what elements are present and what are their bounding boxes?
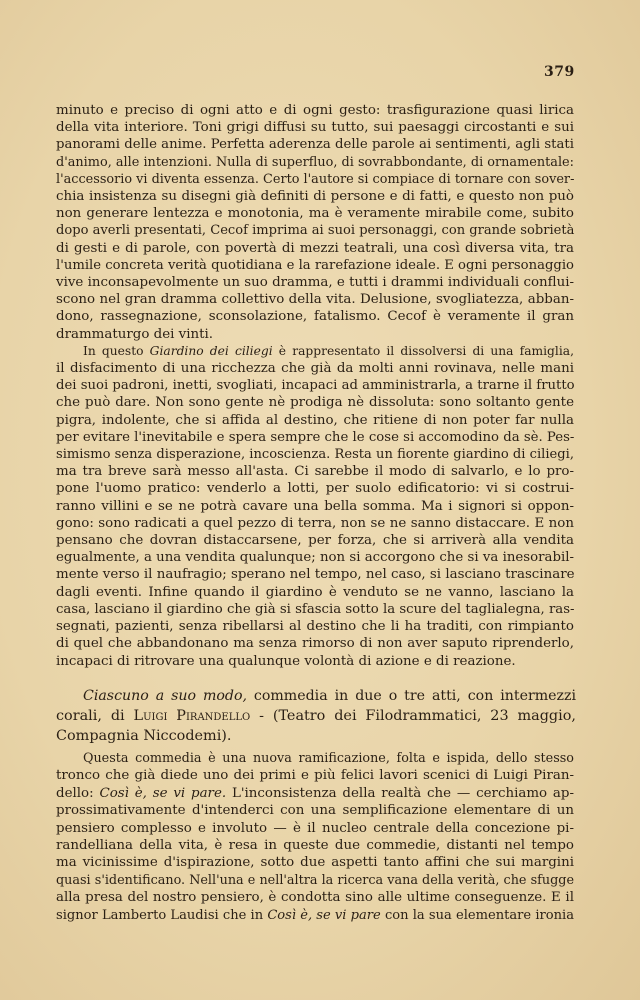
text-line: panorami delle anime. Perfetta aderenza delle parole ai sentimenti, agli stati xyxy=(56,137,574,153)
text-line: mente verso il naufragio; sperano nel tempo, nel caso, si lasciano trascinare xyxy=(56,567,575,583)
heading-line: Compagnia Niccodemi). xyxy=(56,728,232,744)
play-title: Giardino dei ciliegi xyxy=(149,343,273,358)
text-line: randelliana della vita, è resa in queste due commedie, distanti nel tempo xyxy=(56,838,574,854)
text-line: dei suoi padroni, inetti, svogliati, incapaci ad amministrarla, a trarne il frutto xyxy=(56,378,575,394)
text-line: della vita interiore. Toni grigi diffusi su tutto, sui paesaggi circostanti e sui xyxy=(56,120,574,136)
text-line: pone l'uomo pratico: venderlo a lotti, per suolo edificatorio: vi si costrui- xyxy=(56,481,574,497)
text-run: corali, di xyxy=(56,708,134,724)
text-line: dono, rassegnazione, sconsolazione, fatalismo. Cecof è veramente il gran xyxy=(56,309,574,325)
text-line: chia insistenza su disegni già definiti di persone e di fatti, e questo non può xyxy=(56,189,574,205)
heading-line xyxy=(56,706,576,726)
text-line: ranno villini e se ne potrà cavare una bella somma. Ma i signori si oppon- xyxy=(56,498,574,514)
play-title: Ciascuno a suo modo, xyxy=(83,688,247,704)
text-line xyxy=(56,785,574,802)
text-line: che può dare. Non sono gente nè prodiga nè dissoluta: sono soltanto gente xyxy=(56,395,574,411)
text-line: per evitare l'inevitabile e spera sempre che le cose si accomodino da sè. Pes- xyxy=(56,429,575,445)
play-title: Così è, se vi pare xyxy=(267,907,381,923)
text-line: alla presa del nostro pensiero, è condotta sino alle ultime conseguenze. E il xyxy=(56,890,574,906)
author-name: Luigi Pirandello xyxy=(133,708,251,724)
text-line: pigra, indolente, che si affida al destino, che ritiene di non poter far nulla xyxy=(56,412,574,428)
text-line: pensano che dovran distaccarsene, per forza, che si arriverà alla vendita xyxy=(56,533,574,549)
text-line: drammaturgo dei vinti. xyxy=(56,326,214,342)
page-number: 379 xyxy=(544,64,575,80)
text-line: ma vicinissime d'ispirazione, sotto due aspetti tanto affini che sui margini xyxy=(56,855,574,871)
text-line: ma tra breve sarà messo all'asta. Ci sarebbe il modo di salvarlo, e lo pro- xyxy=(56,464,574,480)
text-line: incapaci di ritrovare una qualunque volontà di azione e di reazione. xyxy=(56,653,516,669)
text-line: quasi s'identificano. Nell'una e nell'altra la ricerca vana della verità, che sfugge xyxy=(56,872,574,888)
text-line: segnati, pazienti, senza ribellarsi al destino che li ha traditi, con rimpianto xyxy=(56,619,574,635)
text-line xyxy=(56,343,574,360)
text-line: dagli eventi. Infine quando il giardino è venduto se ne vanno, lasciano la xyxy=(56,584,574,600)
review-cecof xyxy=(56,102,574,670)
text-run: con la sua elementare ironia xyxy=(380,907,574,923)
text-line: non generare lentezza e monotonia, ma è veramente mirabile come, subito xyxy=(56,206,574,222)
text-run: signor Lamberto Laudisi che in xyxy=(56,907,268,923)
paragraph-cecof-style xyxy=(56,102,574,343)
text-run: L'inconsistenza della realtà che — cerchiamo ap- xyxy=(226,785,574,801)
text-line: casa, lasciano il giardino che già si sfascia sotto la scure del taglialegna, ras- xyxy=(56,601,575,617)
text-line: l'accessorio vi diventa essenza. Certo l'autore si compiace di tornare con sover- xyxy=(56,171,575,187)
text-run: commedia in due o tre atti, con intermezzi xyxy=(246,688,576,704)
text-line: d'animo, alle intenzioni. Nulla di superfluo, di sovrabbondante, di ornamentale: xyxy=(56,154,574,170)
text-line: scono nel gran dramma collettivo della vita. Delusione, svogliatezza, abban- xyxy=(56,292,574,308)
text-run: dello: xyxy=(56,785,100,801)
text-line: di quel che abbandonano ma senza rimorso di non aver saputo riprenderlo, xyxy=(56,636,574,652)
text-line: Questa commedia è una nuova ramificazione, folta e ispida, dello stesso xyxy=(83,751,574,766)
heading-line xyxy=(56,686,576,706)
play-title: Così è, se vi pare. xyxy=(99,785,227,801)
text-line: gono: sono radicati a quel pezzo di terra, non se ne sanno distaccare. E non xyxy=(56,515,574,531)
review-pirandello xyxy=(56,750,574,924)
text-line: simismo senza disperazione, incoscienza. Resta un fiorente giardino di ciliegi, xyxy=(56,447,574,463)
text-line: minuto e preciso di ogni atto e di ogni gesto: trasfigurazione quasi lirica xyxy=(56,103,574,118)
paragraph-pirandello xyxy=(56,750,574,924)
text-run: In questo xyxy=(83,343,150,358)
text-line: il disfacimento di una ricchezza che già da molti anni rovinava, nelle mani xyxy=(56,361,574,377)
text-run: è rappresentato il dissolversi di una famiglia, xyxy=(272,343,574,358)
text-line: di gesti e di parole, con povertà di mezzi teatrali, una così diversa vita, tra xyxy=(56,240,574,256)
text-line: tronco che già diede uno dei primi e più felici lavori scenici di Luigi Piran- xyxy=(56,768,574,784)
text-line: prossimativamente d'intenderci con una semplificazione elementare di un xyxy=(56,803,574,819)
text-line: l'umile concreta verità quotidiana e la rarefazione ideale. E ogni personaggio xyxy=(56,257,574,273)
play-heading xyxy=(56,686,576,746)
text-line xyxy=(56,907,574,924)
text-run: - (Teatro dei Filodrammatici, 23 maggio, xyxy=(250,708,576,724)
text-line: vive inconsapevolmente un suo dramma, e tutti i drammi individuali conflui- xyxy=(56,275,574,291)
text-line: dopo averli presentati, Cecof imprima ai suoi personaggi, con grande sobrietà xyxy=(56,223,575,239)
text-line: pensiero complesso e involuto — è il nucleo centrale della concezione pi- xyxy=(56,820,574,836)
paragraph-giardino xyxy=(56,343,574,670)
text-line: egualmente, a una vendita qualunque; non si accorgono che si va inesorabil- xyxy=(56,550,574,566)
